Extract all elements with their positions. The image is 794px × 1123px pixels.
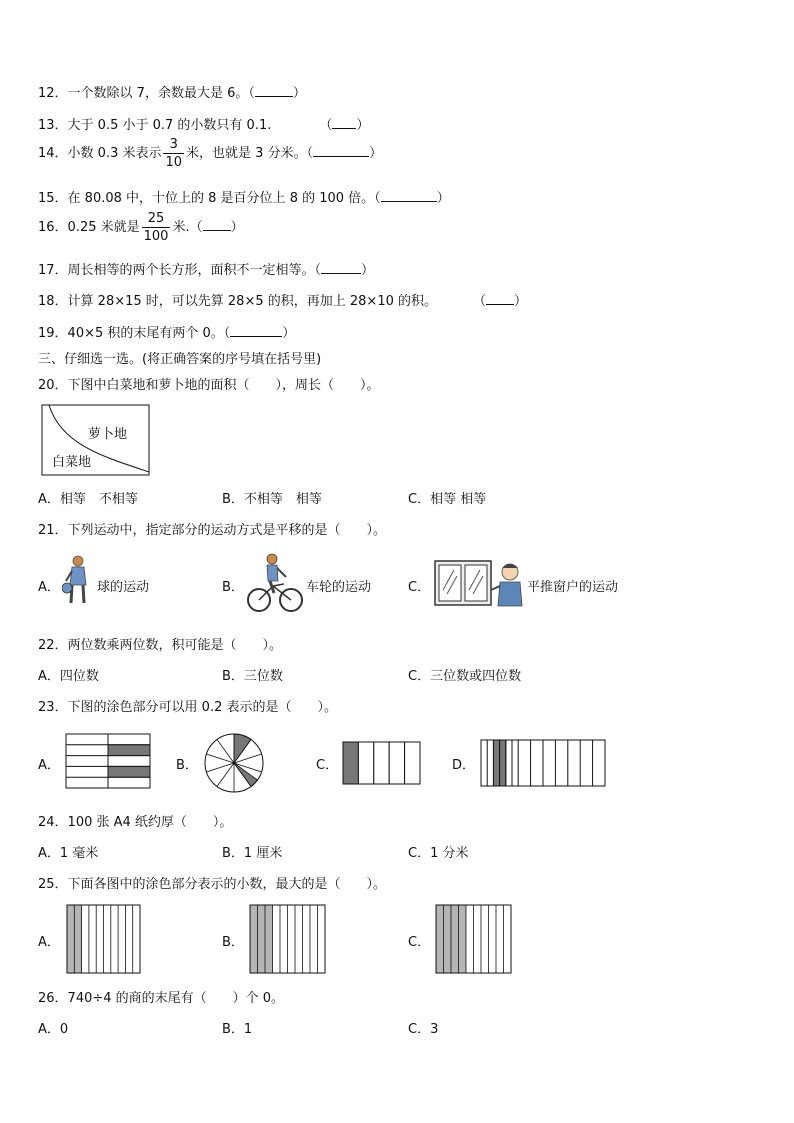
option-c-letter[interactable]: C． <box>408 935 431 950</box>
close-paren: ） <box>356 118 370 133</box>
question-20-text: 20．下图中白菜地和萝卜地的面积（ ），周长（ ）。 <box>38 378 380 393</box>
question-24-text: 24．100 张 A4 纸约厚（ ）。 <box>38 815 233 830</box>
section-heading: 三、仔细选一选。(将正确答案的序号填在括号里) <box>38 352 322 367</box>
question-21-text: 21．下列运动中，指定部分的运动方式是平移的是（ ）。 <box>38 523 387 538</box>
striped-figure-b <box>249 904 327 974</box>
close-paren: ） <box>369 146 383 161</box>
close-paren: ） <box>230 220 244 235</box>
question-23-text: 23．下图的涂色部分可以用 0.2 表示的是（ ）。 <box>38 700 337 715</box>
question-13-text: 13．大于 0.5 小于 0.7 的小数只有 0.1. <box>38 118 272 133</box>
option-c[interactable]: C．1 分米 <box>408 846 469 861</box>
question-18 <box>38 290 527 309</box>
fraction-numerator: 25 <box>142 212 171 228</box>
option-d-letter[interactable]: D． <box>452 758 476 773</box>
question-22-text: 22．两位数乘两位数，积可能是（ ）。 <box>38 638 283 653</box>
question-16-text-after: 米.（ <box>172 220 203 235</box>
option-b-letter[interactable]: B． <box>222 935 244 950</box>
question-12 <box>38 82 306 101</box>
person-with-ball-icon <box>62 555 92 605</box>
sliding-window-icon <box>434 560 526 608</box>
question-13 <box>38 114 369 133</box>
fraction-numerator: 3 <box>163 138 184 154</box>
answer-blank[interactable] <box>381 200 437 202</box>
fraction <box>163 138 184 169</box>
close-paren: ） <box>292 86 306 101</box>
option-a-caption: 球的运动 <box>97 580 150 595</box>
option-a[interactable]: A．1 毫米 <box>38 846 99 861</box>
question-17-text: 17．周长相等的两个长方形，面积不一定相等。（ <box>38 263 322 278</box>
option-b-caption: 车轮的运动 <box>306 580 372 595</box>
radish-field-label: 萝卜地 <box>88 427 128 442</box>
option-b[interactable]: B．三位数 <box>222 669 283 684</box>
option-c-letter[interactable]: C． <box>408 580 431 595</box>
option-b[interactable]: B．不相等 相等 <box>222 492 322 507</box>
option-b[interactable]: B．1 <box>222 1022 253 1037</box>
question-16-text-before: 16．0.25 米就是 <box>38 220 140 235</box>
fraction <box>142 212 171 243</box>
option-c[interactable]: C．三位数或四位数 <box>408 669 522 684</box>
striped-figure-a <box>66 904 142 974</box>
question-26-text: 26．740÷4 的商的末尾有（ ）个 0。 <box>38 991 285 1006</box>
answer-blank[interactable] <box>332 127 356 129</box>
open-paren: （ <box>319 118 333 133</box>
close-paren: ） <box>514 294 528 309</box>
striped-figure-c <box>435 904 513 974</box>
open-paren: （ <box>473 294 487 309</box>
option-a-letter[interactable]: A． <box>38 935 60 950</box>
fraction-denominator: 10 <box>165 155 183 170</box>
fraction-denominator: 100 <box>143 229 169 244</box>
option-a[interactable]: A．0 <box>38 1022 69 1037</box>
question-15-text: 15．在 80.08 中，十位上的 8 是百分位上 8 的 100 倍。（ <box>38 191 381 206</box>
question-25-text: 25．下面各图中的涂色部分表示的小数，最大的是（ ）。 <box>38 877 387 892</box>
question-14 <box>38 138 382 169</box>
bar-figure-c <box>342 741 422 785</box>
question-15 <box>38 187 450 206</box>
answer-blank[interactable] <box>486 303 514 305</box>
answer-blank[interactable] <box>313 155 369 157</box>
question-14-text-after: 米，也就是 3 分米。（ <box>186 146 314 161</box>
question-19 <box>38 322 295 341</box>
cabbage-field-label: 白菜地 <box>52 455 92 470</box>
close-paren: ） <box>282 326 296 341</box>
question-12-text: 12．一个数除以 7，余数最大是 6。（ <box>38 86 255 101</box>
option-c[interactable]: C．相等 相等 <box>408 492 487 507</box>
answer-blank[interactable] <box>203 229 231 231</box>
option-a-letter[interactable]: A． <box>38 758 60 773</box>
grid-figure-a <box>65 733 153 791</box>
option-a[interactable]: A．相等 不相等 <box>38 492 138 507</box>
bar-figure-d <box>480 739 608 787</box>
circle-figure-b <box>203 732 265 794</box>
close-paren: ） <box>436 191 450 206</box>
option-c-caption: 平推窗户的运动 <box>527 580 619 595</box>
question-14-text-before: 14．小数 0.3 米表示 <box>38 146 162 161</box>
option-c-letter[interactable]: C． <box>316 758 339 773</box>
option-b-letter[interactable]: B． <box>176 758 198 773</box>
option-a-letter[interactable]: A． <box>38 580 60 595</box>
question-17 <box>38 259 374 278</box>
close-paren: ） <box>361 263 375 278</box>
bicycle-rider-icon <box>246 553 304 613</box>
option-a[interactable]: A．四位数 <box>38 669 99 684</box>
answer-blank[interactable] <box>321 272 361 274</box>
option-c[interactable]: C．3 <box>408 1022 439 1037</box>
question-18-text: 18．计算 28×15 时，可以先算 28×5 的积，再加上 28×10 的积。 <box>38 294 437 309</box>
option-b[interactable]: B．1 厘米 <box>222 846 283 861</box>
question-19-text: 19．40×5 积的末尾有两个 0。（ <box>38 326 231 341</box>
option-b-letter[interactable]: B． <box>222 580 244 595</box>
question-16 <box>38 212 244 243</box>
answer-blank[interactable] <box>230 335 282 337</box>
answer-blank[interactable] <box>255 95 293 97</box>
